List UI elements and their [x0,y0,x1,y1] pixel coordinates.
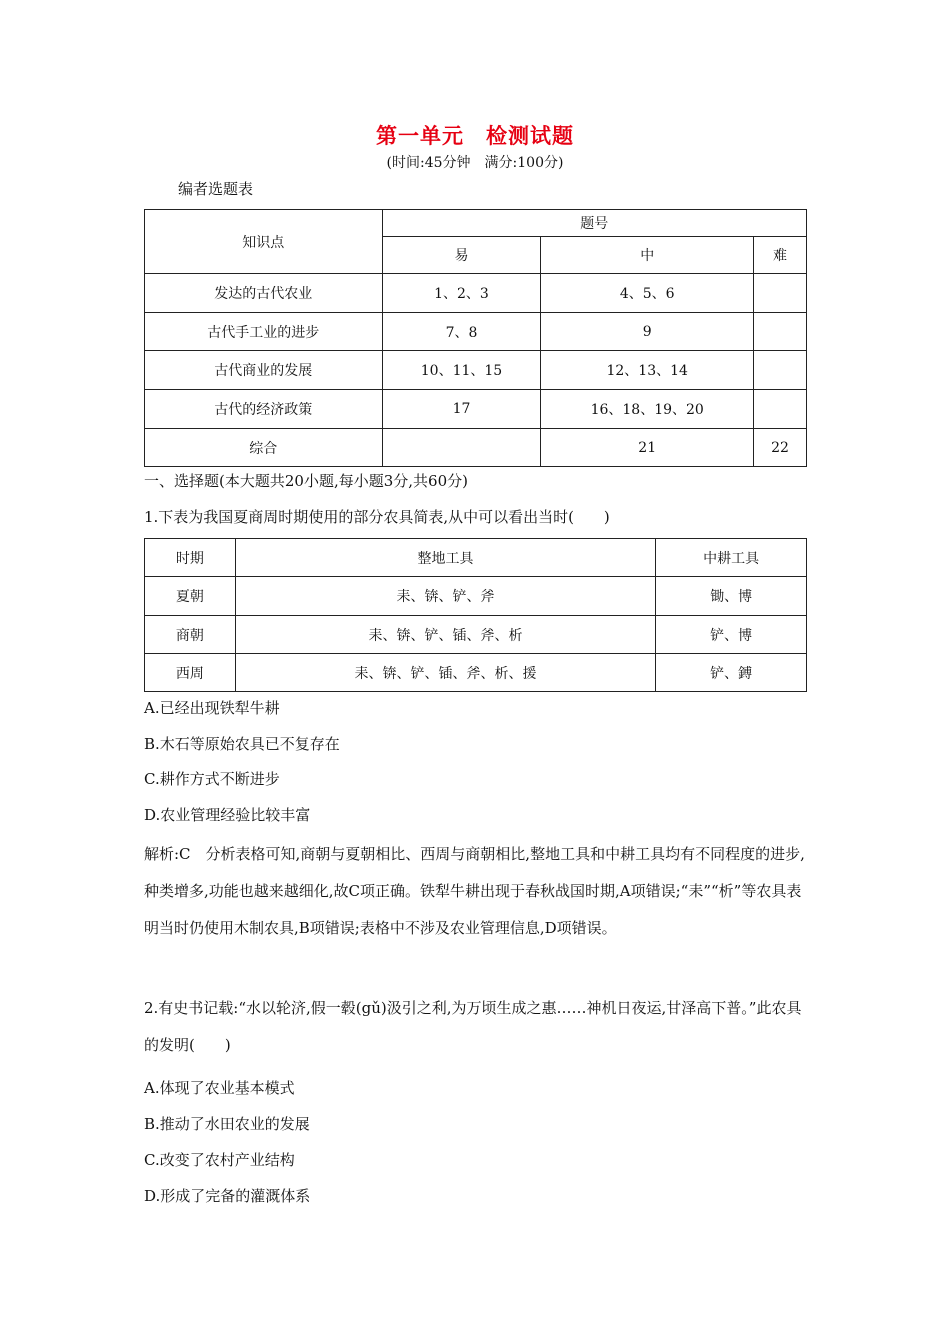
table-caption: 编者选题表 [178,180,254,198]
qnum-header: 题号 [382,210,806,237]
weeding-cell: 铲、鎛 [656,654,807,692]
easy-cell: 17 [382,390,541,429]
easy-header: 易 [382,237,541,274]
table-row [145,390,807,429]
easy-cell: 7、8 [382,313,541,351]
hard-cell [754,313,807,351]
medium-cell: 21 [541,429,754,467]
section-heading: 一、选择题(本大题共20小题,每小题3分,共60分) [144,472,468,490]
tillage-header: 整地工具 [235,539,655,577]
table-row [145,577,807,616]
question-1-analysis: 解析:C 分析表格可知,商朝与夏朝相比、西周与商朝相比,整地工具和中耕工具均有不同程度的进步,种类增多,功能也越来越细化,故C项正确。铁犁牛耕出现于春秋战国时期,A项错误;“耒”“析”等农具表明当时仍使用木制农具,B项错误;表格中不涉及农业管理信息,D项错误。 [144,845,805,937]
medium-cell: 12、13、14 [541,351,754,390]
easy-cell [382,429,541,467]
option-d: D.农业管理经验比较丰富 [144,806,311,824]
medium-cell: 4、5、6 [541,274,754,313]
option-c: C.改变了农村产业结构 [144,1151,295,1169]
option-b: B.推动了水田农业的发展 [144,1115,310,1133]
topic-cell: 综合 [145,429,383,467]
option-c: C.耕作方式不断进步 [144,770,280,788]
hard-cell: 22 [754,429,807,467]
table-row [145,654,807,692]
period-header: 时期 [145,539,236,577]
option-a: A.已经出现铁犁牛耕 [144,699,280,717]
easy-cell: 10、11、15 [382,351,541,390]
easy-cell: 1、2、3 [382,274,541,313]
period-cell: 西周 [145,654,236,692]
period-cell: 商朝 [145,616,236,654]
option-a: A.体现了农业基本模式 [144,1079,295,1097]
topic-cell: 古代手工业的进步 [145,313,383,351]
option-d: D.形成了完备的灌溉体系 [144,1187,311,1205]
option-b: B.木石等原始农具已不复存在 [144,735,340,753]
hard-cell [754,390,807,429]
medium-cell: 16、18、19、20 [541,390,754,429]
tillage-cell: 耒、锛、铲、斧 [235,577,655,616]
topic-cell: 发达的古代农业 [145,274,383,313]
knowledge-header: 知识点 [145,210,383,274]
table-row [145,274,807,313]
hard-cell [754,351,807,390]
weeding-header: 中耕工具 [656,539,807,577]
page-title: 第一单元 检测试题 [376,124,574,148]
period-cell: 夏朝 [145,577,236,616]
tools-table [144,538,807,692]
topic-cell: 古代商业的发展 [145,351,383,390]
weeding-cell: 铲、博 [656,616,807,654]
question-1-stem: 1.下表为我国夏商周时期使用的部分农具简表,从中可以看出当时( ) [144,508,610,526]
table-row [145,351,807,390]
medium-cell: 9 [541,313,754,351]
table-row [145,616,807,654]
hard-cell [754,274,807,313]
tillage-cell: 耒、锛、铲、锸、斧、析 [235,616,655,654]
medium-header: 中 [541,237,754,274]
table-row [145,429,807,467]
exam-info: (时间:45分钟 满分:100分) [386,155,564,171]
weeding-cell: 锄、博 [656,577,807,616]
question-2-stem: 2.有史书记载:“水以轮济,假一毂(gǔ)汲引之利,为万顷生成之惠……神机日夜运,甘泽高下普。”此农具的发明( ) [144,999,802,1054]
hard-header: 难 [754,237,807,274]
selection-table [144,209,807,467]
topic-cell: 古代的经济政策 [145,390,383,429]
tillage-cell: 耒、锛、铲、锸、斧、析、援 [235,654,655,692]
table-row [145,313,807,351]
